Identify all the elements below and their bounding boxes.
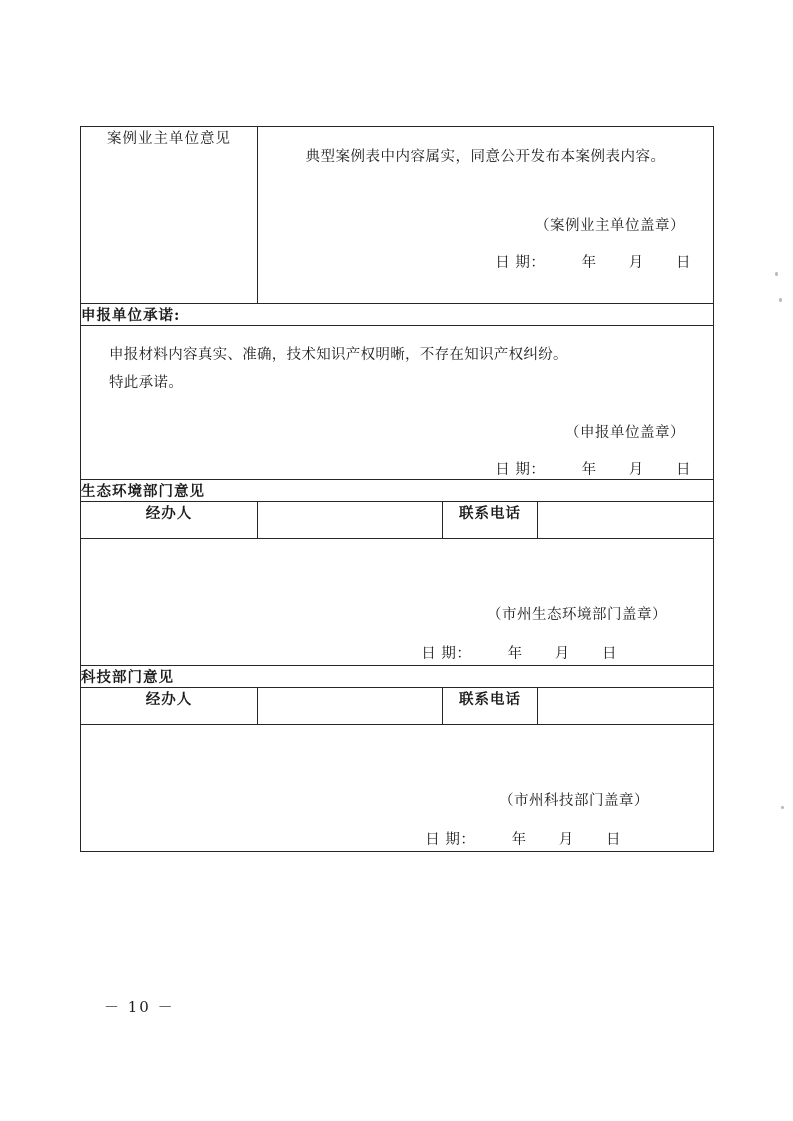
table-row-sci-body — [81, 725, 714, 852]
page-number: － 10 － — [104, 998, 175, 1016]
case-owner-label: 案例业主单位意见 — [81, 127, 258, 304]
sci-date-month: 月 — [558, 832, 574, 849]
table-row-sci-contacts — [81, 688, 714, 725]
case-owner-date-label: 日 期： — [495, 255, 546, 271]
case-owner-statement: 典型案例表中内容属实，同意公开发布本案例表内容。 — [305, 149, 666, 165]
sci-seal-text: （市州科技部门盖章） — [499, 793, 649, 810]
eco-env-dept-body — [81, 539, 714, 666]
eco-seal-text: （市州生态环境部门盖章） — [487, 607, 667, 624]
table-row-promise-heading — [81, 304, 714, 326]
eco-phone-label: 联系电话 — [443, 502, 538, 539]
case-owner-date-day: 日 — [676, 255, 691, 271]
table-row-case-owner — [81, 127, 714, 304]
promise-line-1: 申报材料内容真实、准确，技术知识产权明晰，不存在知识产权纠纷。 — [109, 347, 568, 363]
sci-date-line — [81, 828, 713, 849]
promise-date-day: 日 — [676, 462, 691, 479]
promise-date-month: 月 — [628, 462, 644, 479]
eco-date-year: 年 — [507, 646, 523, 663]
sci-phone-value[interactable] — [538, 688, 714, 725]
sci-date-label: 日 期： — [425, 832, 476, 849]
eco-handler-label: 经办人 — [81, 502, 258, 539]
applicant-promise-heading: 申报单位承诺: — [81, 304, 714, 326]
scan-speck — [779, 298, 782, 302]
promise-seal-text: （申报单位盖章） — [565, 425, 685, 442]
sci-phone-label: 联系电话 — [443, 688, 538, 725]
eco-handler-value[interactable] — [258, 502, 443, 539]
sci-date-year: 年 — [511, 832, 527, 849]
table-row-promise-body — [81, 326, 714, 480]
case-owner-seal-text: （案例业主单位盖章） — [535, 218, 685, 234]
eco-date-line — [81, 642, 713, 663]
promise-date-label: 日 期： — [495, 462, 546, 479]
eco-date-label: 日 期： — [421, 646, 472, 663]
case-owner-date-month: 月 — [628, 255, 644, 271]
sci-handler-label: 经办人 — [81, 688, 258, 725]
promise-line-2: 特此承诺。 — [109, 374, 183, 391]
eco-env-dept-heading: 生态环境部门意见 — [81, 480, 714, 502]
sci-tech-dept-body — [81, 725, 714, 852]
promise-date-year: 年 — [581, 462, 597, 479]
sci-tech-dept-heading: 科技部门意见 — [81, 666, 714, 688]
case-owner-date-line — [258, 251, 713, 272]
approval-form-table — [80, 126, 714, 852]
case-owner-date-year: 年 — [581, 255, 597, 271]
applicant-promise-body — [81, 326, 714, 480]
table-row-eco-body — [81, 539, 714, 666]
case-owner-body — [258, 127, 714, 304]
sci-date-day: 日 — [606, 832, 621, 849]
table-row-sci-heading — [81, 666, 714, 688]
scan-speck — [781, 806, 784, 809]
promise-date-line — [81, 458, 713, 479]
scan-speck — [775, 272, 778, 276]
eco-phone-value[interactable] — [538, 502, 714, 539]
table-row-eco-contacts — [81, 502, 714, 539]
sci-handler-value[interactable] — [258, 688, 443, 725]
table-row-eco-heading — [81, 480, 714, 502]
eco-date-month: 月 — [554, 646, 570, 663]
eco-date-day: 日 — [602, 646, 617, 663]
